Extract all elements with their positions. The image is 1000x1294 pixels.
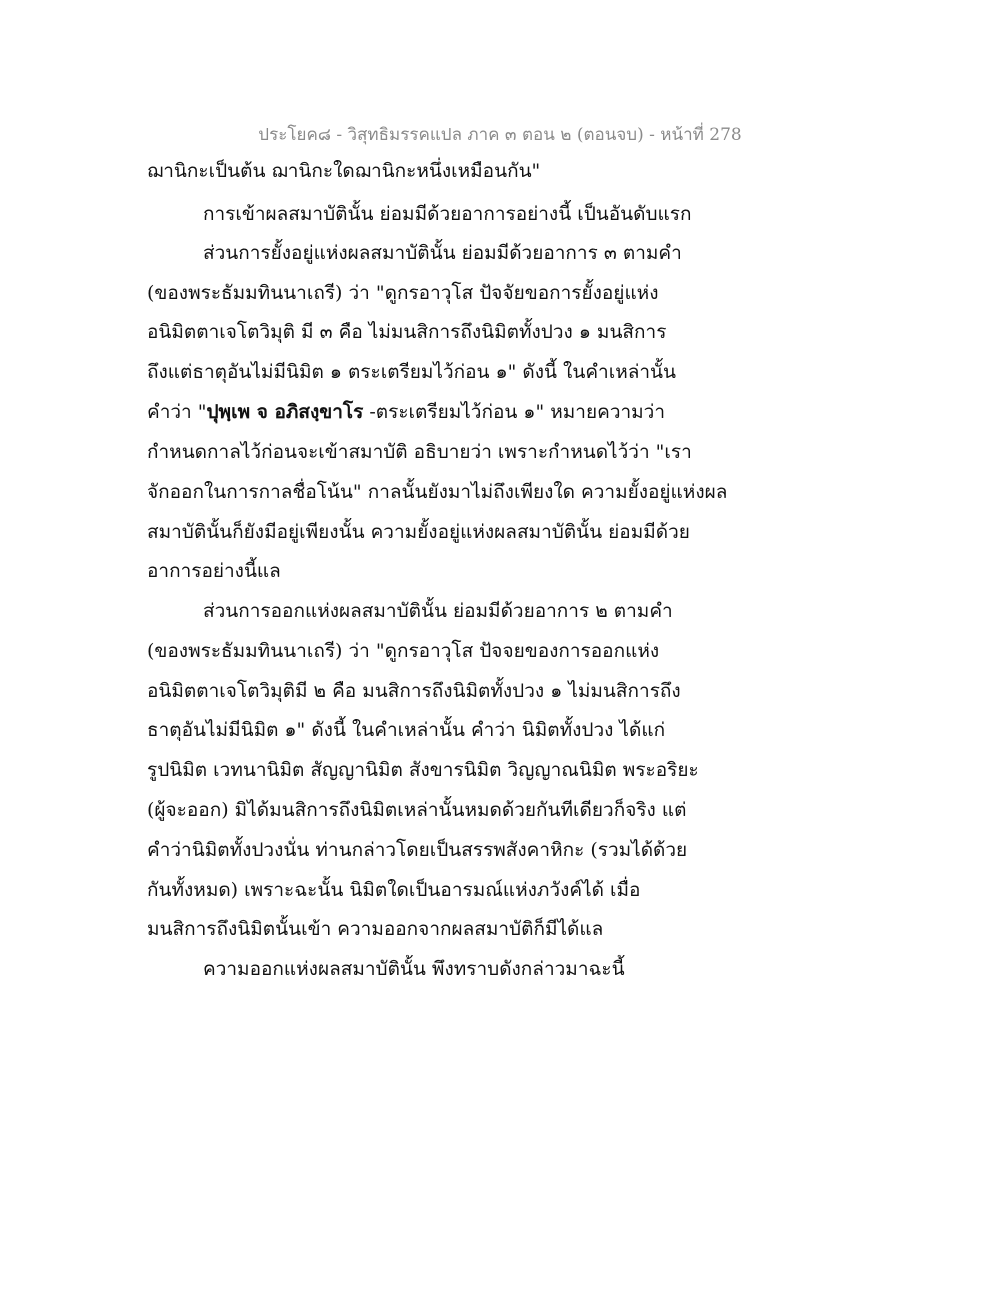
text-line: อนิมิตตาเจโตวิมุติมี ๒ คือ มนสิการถึงนิมิตทั้งปวง ๑ ไม่มนสิการถึง [147,680,681,702]
paragraph-first-line: ส่วนการออกแห่งผลสมาบัตินั้น ย่อมมีด้วยอาการ ๒ ตามคำ [203,600,673,622]
paragraph-first-line: ส่วนการยั้งอยู่แห่งผลสมาบัตินั้น ย่อมมีด้วยอาการ ๓ ตามคำ [203,242,682,264]
text-line: คำว่านิมิตทั้งปวงนั่น ท่านกล่าวโดยเป็นสรรพสังคาหิกะ (รวมได้ด้วย [147,839,688,861]
text-line: อาการอย่างนี้แล [147,560,281,582]
pali-term-bold: ปุพฺเพ จ อภิสงฺขาโร [206,401,364,423]
text-line: กำหนดกาลไว้ก่อนจะเข้าสมาบัติ อธิบายว่า เพราะกำหนดไว้ว่า "เรา [147,441,692,463]
text-line: อนิมิตตาเจโตวิมุติ มี ๓ คือ ไม่มนสิการถึงนิมิตทั้งปวง ๑ มนสิการ [147,321,667,343]
text-line: ถึงแต่ธาตุอันไม่มีนิมิต ๑ ตระเตรียมไว้ก่อน ๑" ดังนี้ ในคำเหล่านั้น [147,361,677,383]
paragraph-first-line: ความออกแห่งผลสมาบัตินั้น พึงทราบดังกล่าวมาฉะนี้ [203,958,625,980]
text-line: รูปนิมิต เวทนานิมิต สัญญานิมิต สังขารนิมิต วิญญาณนิมิต พระอริยะ [147,759,699,781]
text-line: ฌานิกะเป็นต้น ฌานิกะใดฌานิกะหนึ่งเหมือนกัน" [147,160,541,182]
text-line: สมาบัตินั้นก็ยังมีอยู่เพียงนั้น ความยั้งอยู่แห่งผลสมาบัตินั้น ย่อมมีด้วย [147,521,690,543]
text-segment: คำว่า " [147,401,207,423]
text-line: กันทั้งหมด) เพราะฉะนั้น นิมิตใดเป็นอารมณ์แห่งภวังค์ได้ เมื่อ [147,879,641,901]
text-line: จักออกในการกาลชื่อโน้น" กาลนั้นยังมาไม่ถึงเพียงใด ความยั้งอยู่แห่งผล [147,481,728,503]
text-line: มนสิการถึงนิมิตนั้นเข้า ความออกจากผลสมาบัติก็มีได้แล [147,918,604,940]
text-segment: -ตระเตรียมไว้ก่อน ๑" หมายความว่า [363,401,666,423]
text-line: (ผู้จะออก) มิได้มนสิการถึงนิมิตเหล่านั้นหมดด้วยกันทีเดียวก็จริง แต่ [147,799,687,821]
text-line: (ของพระธัมมทินนาเถรี) ว่า "ดูกรอาวุโส ปัจจยของการออกแห่ง [147,640,660,662]
text-line-with-pali-term [147,398,665,426]
text-line: ธาตุอันไม่มีนิมิต ๑" ดังนี้ ในคำเหล่านั้น คำว่า นิมิตทั้งปวง ได้แก่ [147,719,666,741]
running-header: ประโยค๘ - วิสุทธิมรรคแปล ภาค ๓ ตอน ๒ (ตอนจบ) - หน้าที่ 278 [258,125,742,145]
text-line: (ของพระธัมมทินนาเถรี) ว่า "ดูกรอาวุโส ปัจจัยขอการยั้งอยู่แห่ง [147,282,659,304]
paragraph-first-line: การเข้าผลสมาบัตินั้น ย่อมมีด้วยอาการอย่างนี้ เป็นอันดับแรก [203,203,692,225]
